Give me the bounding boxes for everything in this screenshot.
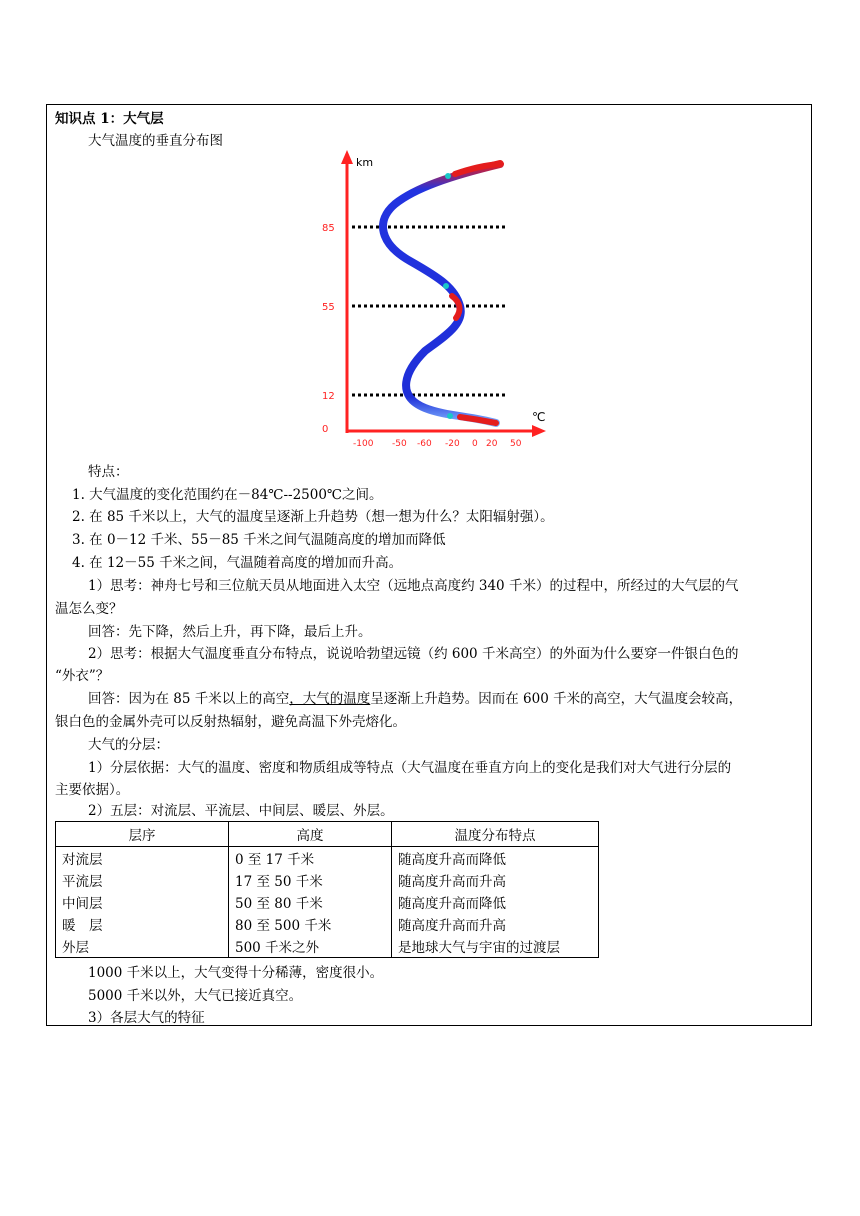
layers-basis: 1）分层依据：大气的温度、密度和物质组成等特点（大气温度在垂直方向上的变化是我们对大气进行分层的 [88,760,732,776]
x-tick-label: -60 [417,439,432,449]
layer-features-heading: 3）各层大气的特征 [88,1010,205,1026]
table-cell: 中间层 [56,891,229,913]
temperature-vertical-distribution-diagram [300,146,560,456]
answer-2-part: 呈逐渐上升趋势。因而在 600 千米的高空，大气温度会较高， [370,691,743,707]
question-2-continued: “外衣”？ [55,668,110,684]
table-cell: 17 至 50 千米 [229,869,392,891]
y-tick-label: 55 [322,302,335,313]
answer-2-continued: 银白色的金属外壳可以反射热辐射，避免高温下外壳熔化。 [55,714,406,730]
table-cell: 随高度升高而降低 [392,847,599,870]
table-cell: 外层 [56,935,229,958]
table-row [56,891,599,913]
features-heading: 特点： [88,464,129,480]
answer-2 [88,690,742,708]
table-cell: 随高度升高而升高 [392,913,599,935]
five-layers: 2）五层：对流层、平流层、中间层、暖层、外层。 [88,803,394,819]
table-cell: 50 至 80 千米 [229,891,392,913]
feature-item: 2. 在 85 千米以上，大气的温度呈逐渐上升趋势（想一想为什么？太阳辐射强）。 [72,509,554,525]
table-cell: 随高度升高而降低 [392,891,599,913]
table-cell: 平流层 [56,869,229,891]
answer-2-part: 回答：因为在 85 千米以上的高空 [88,691,290,707]
y-tick-label: 12 [322,391,335,402]
diagram-caption: 大气温度的垂直分布图 [88,133,223,149]
table-cell: 是地球大气与宇宙的过渡层 [392,935,599,958]
x-tick-label: -50 [392,439,407,449]
atmosphere-layers-table [55,821,599,958]
question-2: 2）思考：根据大气温度垂直分布特点，说说哈勃望远镜（约 600 千米高空）的外面为什么要穿一件银白色的 [88,646,739,662]
temperature-curve [383,164,500,423]
question-1-continued: 温怎么变？ [55,601,123,617]
table-row [56,869,599,891]
x-tick-label: 0 [472,439,478,449]
table-header-row [56,822,599,847]
y-tick-label: 85 [322,223,335,234]
transition-marker [445,173,451,179]
table-header: 层序 [56,822,229,847]
feature-item: 1. 大气温度的变化范围约在－84℃--2500℃之间。 [72,487,383,503]
note-5000km: 5000 千米以外，大气已接近真空。 [88,988,303,1004]
feature-item: 3. 在 0－12 千米、55－85 千米之间气温随高度的增加而降低 [72,532,446,548]
table-row [56,847,599,870]
table-cell: 对流层 [56,847,229,870]
y-tick-label: 0 [322,424,329,435]
answer-1: 回答：先下降，然后上升，再下降，最后上升。 [88,624,372,640]
note-1000km: 1000 千米以上，大气变得十分稀薄，密度很小。 [88,965,384,981]
table-cell: 500 千米之外 [229,935,392,958]
transition-marker [443,283,449,289]
section-title: 知识点 1：大气层 [55,111,164,127]
y-unit-label: km [356,156,374,169]
table-header: 温度分布特点 [392,822,599,847]
table-cell: 随高度升高而升高 [392,869,599,891]
table-row [56,935,599,958]
x-tick-label: 20 [486,439,498,449]
table-cell: 0 至 17 千米 [229,847,392,870]
table-header: 高度 [229,822,392,847]
x-unit-label: ℃ [532,410,546,424]
y-axis-arrow [341,150,353,164]
x-tick-label: -20 [445,439,460,449]
transition-marker [447,413,453,419]
question-1: 1）思考：神舟七号和三位航天员从地面进入太空（远地点高度约 340 千米）的过程中，所经过的大气层的气 [88,578,739,594]
answer-2-underlined: ，大气的温度 [289,691,371,707]
table-row [56,913,599,935]
table-cell: 暖 层 [56,913,229,935]
x-axis-arrow [532,425,546,437]
x-tick-label: 50 [510,439,522,449]
feature-item: 4. 在 12－55 千米之间，气温随着高度的增加而升高。 [72,555,403,571]
table-cell: 80 至 500 千米 [229,913,392,935]
x-tick-label: -100 [353,439,374,449]
layers-basis-continued: 主要依据）。 [55,782,130,798]
layers-heading: 大气的分层： [88,737,169,753]
